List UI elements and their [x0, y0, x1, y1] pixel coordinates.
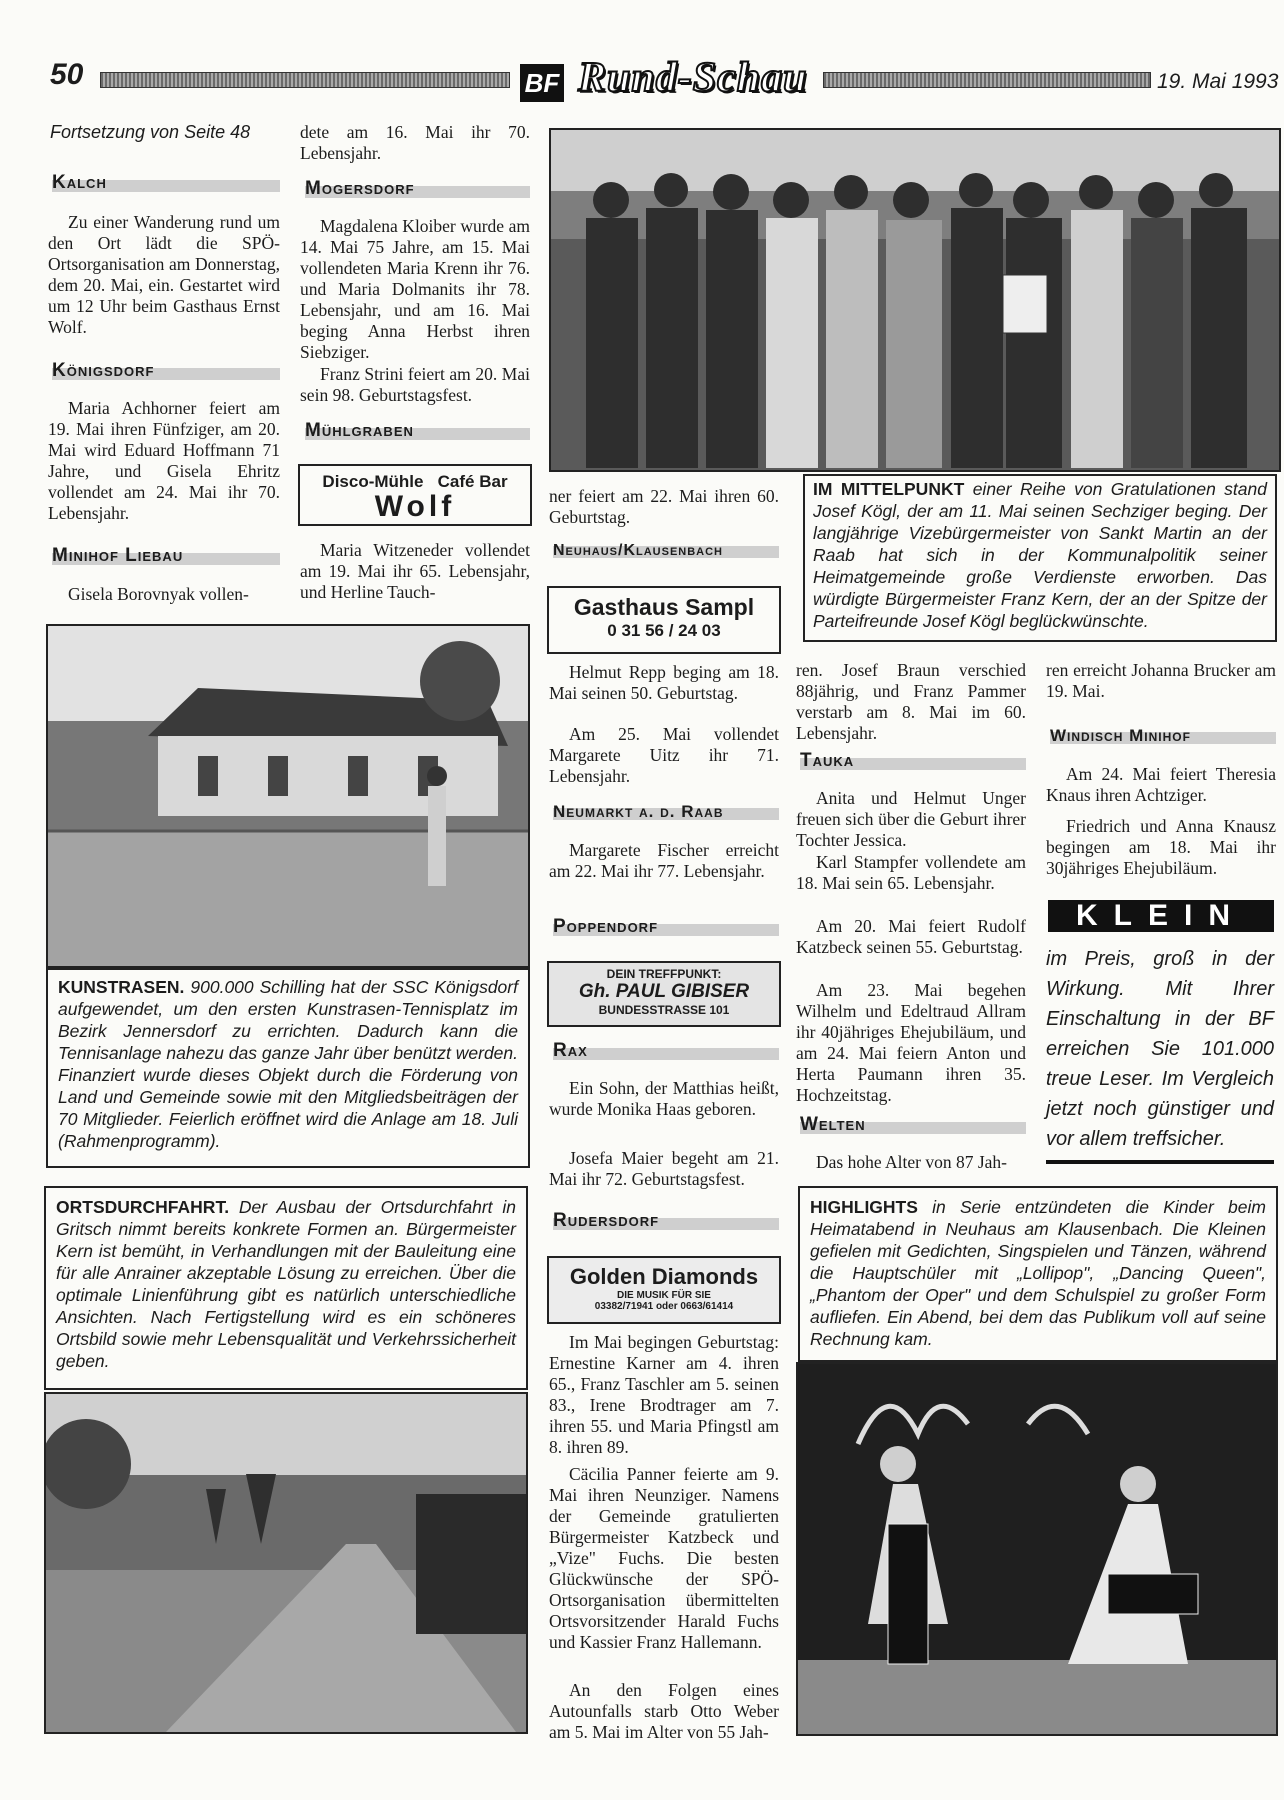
text-rudersdorf-birthdays: Im Mai begingen Geburtstag: Ernestine Karner am 4. ihren 65., Franz Taschler am 5. seinen 83., Irene Brodtrager am 7. ihren 55. und Maria Pfingstl am 8. ihren 89.: [549, 1332, 779, 1457]
caption-ortsdurchfahrt: [46, 1188, 526, 1380]
heading-tauka: Tauka: [800, 750, 1026, 772]
ad-disco-muehle-wolf: [298, 464, 532, 526]
text-uitz: Am 25. Mai vollendet Margarete Uitz ihr 71. Lebensjahr.: [549, 724, 779, 786]
photo-village-road: [44, 1392, 528, 1734]
caption-kunstrasen-text: 900.000 Schilling hat der SSC Königsdorf aufgewendet, um den ersten Kunstrasen-Tennisplatz im Bezirk Jennersdorf zu errichten. Dadurch kann die Tennisanlage nahezu das ganze Jahr über benützt werden. Finanziert wurde dieses Objekt durch die Förderung von Land und Gemeinde sowie mit den Mitgliedsbeiträgen der 70 Mitglieder. Feierlich eröffnet wird die Anlage am 18. Juli (Rahmenprogramm).: [58, 977, 518, 1151]
text-koenigsdorf: Maria Achhorner feiert am 19. Mai ihren Fünfziger, am 20. Mai wird Eduard Hoffmann 71 Jahre, und Gisela Ehritz vollendet am 24. Mai ihr 70. Lebensjahr.: [48, 398, 280, 523]
text-allram: Am 23. Mai begehen Wilhelm und Edeltraud Allram ihr 40jähriges Ehejubiläum, und am 24. Mai feiern Anton und Herta Paumann ihren 35. Hochzeitstag.: [796, 980, 1026, 1105]
ad-diamonds-phone: 03382/71941 oder 0663/61414: [594, 1301, 734, 1312]
page-number: 50: [50, 58, 84, 91]
ad-gasthaus-sampl: [547, 586, 781, 654]
heading-minihof-liebau: Minihof Liebau: [52, 545, 280, 567]
klein-text: im Preis, groß in der Wirkung. Mit Ihrer Einschaltung in der BF erreichen Sie 101.000 treue Leser. Im Vergleich jetzt noch günstiger und vor allem treffsicher.: [1046, 948, 1274, 1150]
klein-banner: KLEIN: [1048, 900, 1274, 932]
text-unger: Anita und Helmut Unger freuen sich über die Geburt ihrer Tochter Jessica.: [796, 788, 1026, 850]
ad-disco-muehle: Disco-Mühle: [322, 472, 424, 491]
village-road-drawing: [46, 1394, 526, 1732]
text-minihof-liebau: Gisela Borovnyak vollen-: [68, 584, 249, 604]
caption-highlights-text: in Serie entzündeten die Kinder beim Heimatabend in Neuhaus am Klausenbach. Die Kleinen gefielen mit Gedichten, Singspielen und Tänzen, während die Hauptschüler mit „Lollipop", „Dancing Queen", „Phantom der Oper" und dem Schulspiel zu großer Form aufliefen. Ein Abend, bei dem das Publikum voll auf seine Rechnung kam.: [810, 1197, 1266, 1349]
caption-kunstrasen: [48, 970, 528, 1158]
text-welten: Das hohe Alter von 87 Jah-: [816, 1152, 1008, 1172]
caption-box-koegl: [803, 474, 1277, 642]
heading-welten: Welten: [800, 1114, 1026, 1136]
caption-box-highlights: [798, 1186, 1278, 1362]
text-stampfer: Karl Stampfer vollendete am 18. Mai sein 65. Lebensjahr.: [796, 852, 1026, 893]
text-strini: Franz Strini feiert am 20. Mai sein 98. Geburtstagsfest.: [300, 364, 530, 405]
photo-tennis-court: [46, 624, 530, 968]
heading-windisch-minihof: Windisch Minihof: [1050, 726, 1276, 746]
kids-dance-drawing: [798, 1364, 1276, 1734]
issue-date: 19. Mai 1993: [1157, 70, 1279, 93]
ad-golden-diamonds: [547, 1256, 781, 1324]
ad-gibiser-line1: DEIN TREFFPUNKT:: [606, 967, 722, 981]
ad-gibiser: [547, 961, 781, 1027]
caption-box-kunstrasen: [46, 968, 530, 1168]
ad-sampl-phone: 0 31 56 / 24 03: [607, 621, 721, 640]
caption-kunstrasen-bold: KUNSTRASEN.: [58, 977, 185, 997]
heading-neuhaus: Neuhaus/Klausenbach: [553, 542, 779, 560]
text-knausz: Friedrich und Anna Knausz begingen am 18. Mai ihr 30jähriges Ehejubiläum.: [1046, 816, 1276, 878]
text-rax-sohn: Ein Sohn, der Matthias heißt, wurde Monika Haas geboren.: [549, 1078, 779, 1119]
caption-highlights: [800, 1188, 1276, 1358]
text-col2-top: dete am 16. Mai ihr 70. Lebensjahr.: [300, 122, 530, 163]
continued-note: Fortsetzung von Seite 48: [50, 122, 251, 142]
heading-neumarkt: Neumarkt a. d. Raab: [553, 802, 779, 822]
heading-muehlgraben: Mühlgraben: [305, 420, 530, 442]
caption-koegl: [805, 476, 1275, 634]
text-repp: Helmut Repp beging am 18. Mai seinen 50. Geburtstag.: [549, 662, 779, 703]
text-col3-top: ner feiert am 22. Mai ihren 60. Geburtstag.: [549, 486, 779, 527]
text-katzbeck: Am 20. Mai feiert Rudolf Katzbeck seinen 55. Geburtstag.: [796, 916, 1026, 957]
photo-kids-dance: [796, 1362, 1278, 1736]
ad-gibiser-line2: Gh. PAUL GIBISER: [578, 981, 750, 1002]
caption-koegl-bold: IM MITTELPUNKT: [813, 479, 965, 499]
heading-rudersdorf: Rudersdorf: [553, 1210, 779, 1232]
header-rule-right: [823, 72, 1151, 88]
text-rax-maier: Josefa Maier begeht am 21. Mai ihr 72. Geburtstagsfest.: [549, 1148, 779, 1189]
tennis-court-drawing: [48, 626, 528, 966]
klein-rule: [1046, 1160, 1274, 1164]
caption-ortsdurchfahrt-bold: ORTSDURCHFAHRT.: [56, 1197, 230, 1217]
caption-box-ortsdurchfahrt: [44, 1186, 528, 1390]
ad-wolf-name: Wolf: [374, 490, 456, 523]
text-weber: An den Folgen eines Autounfalls starb Otto Weber am 5. Mai im Alter von 55 Jah-: [549, 1680, 779, 1742]
ad-gibiser-line3: BUNDESSTRASSE 101: [598, 1003, 730, 1017]
masthead-title: Rund-Schau: [578, 55, 808, 101]
ad-diamonds-slogan: DIE MUSIK FÜR SIE: [617, 1290, 711, 1301]
text-neumarkt: Margarete Fischer erreicht am 22. Mai ihr 77. Lebensjahr.: [549, 840, 779, 881]
heading-mogersdorf: Mogersdorf: [305, 178, 530, 200]
caption-highlights-bold: HIGHLIGHTS: [810, 1197, 918, 1217]
text-knaus: Am 24. Mai feiert Theresia Knaus ihren Achtziger.: [1046, 764, 1276, 805]
group-photo-figures: [551, 130, 1279, 470]
text-col4-top: ren. Josef Braun verschied 88jährig, und Franz Pammer verstarb am 8. Mai im 60. Lebensjahr.: [796, 660, 1026, 743]
heading-kalch: Kalch: [52, 172, 280, 194]
heading-poppendorf: Poppendorf: [553, 916, 779, 938]
photo-group-koegl: [549, 128, 1281, 472]
header-rule-left: [100, 72, 510, 88]
caption-ortsdurchfahrt-text: Der Ausbau der Ortsdurchfahrt in Gritsch nimmt bereits konkrete Formen an. Bürgermeister Kern ist bemüht, in Verhandlungen mit der Bauleitung eine für alle Anrainer akzeptable Lösung zu erreichen. Über die optimale Linienführung gibt es natürlich unterschiedliche Ansichten. Nach Fertigstellung wird es ein schöneres Ortsbild sowie mehr Lebensqualität und Verkehrssicherheit geben.: [56, 1197, 516, 1371]
caption-koegl-text: einer Reihe von Gratulationen stand Josef Kögl, der am 11. Mai seinen Sechziger beging. Der langjährige Vizebürgermeister von Sankt Martin an der Raab hat sich in der Kommunalpolitik seiner Heimatgemeinde große Verdienste erworben. Das würdigte Bürgermeister Franz Kern, der an der Spitze der Parteifreunde Josef Kögl beglückwünschte.: [813, 479, 1267, 631]
bf-logo: BF: [520, 64, 564, 102]
text-col5-top: ren erreicht Johanna Brucker am 19. Mai.: [1046, 660, 1276, 701]
heading-rax: Rax: [553, 1040, 779, 1062]
text-kalch: Zu einer Wanderung rund um den Ort lädt die SPÖ-Ortsorganisation am Donnerstag, dem 20. Mai, ein. Gestartet wird um 12 Uhr beim Gasthaus Ernst Wolf.: [48, 212, 280, 337]
heading-koenigsdorf: Königsdorf: [52, 360, 280, 382]
text-witzeneder: Maria Witzeneder vollendet am 19. Mai ihr 65. Lebensjahr, und Herline Tauch-: [300, 540, 530, 602]
text-panner: Cäcilia Panner feierte am 9. Mai ihren Neunziger. Namens der Gemeinde gratulierten Bürgermeister Katzbeck und „Vize" Fuchs. Die besten Glückwünsche der SPÖ-Ortsorganisation übermittelten Ortsvorsitzender Harald Fuchs und Kassier Franz Hallemann.: [549, 1464, 779, 1652]
text-mogersdorf: Magdalena Kloiber wurde am 14. Mai 75 Jahre, am 15. Mai vollendeten Maria Krenn ihr 76. und Maria Dolmanits ihr 78. Lebensjahr, und am 16. Mai beging Anna Herbst ihren Siebziger.: [300, 216, 530, 362]
ad-diamonds-name: Golden Diamonds: [569, 1264, 759, 1289]
ad-cafe-bar: Café Bar: [437, 472, 508, 491]
ad-sampl-name: Gasthaus Sampl: [573, 594, 755, 620]
